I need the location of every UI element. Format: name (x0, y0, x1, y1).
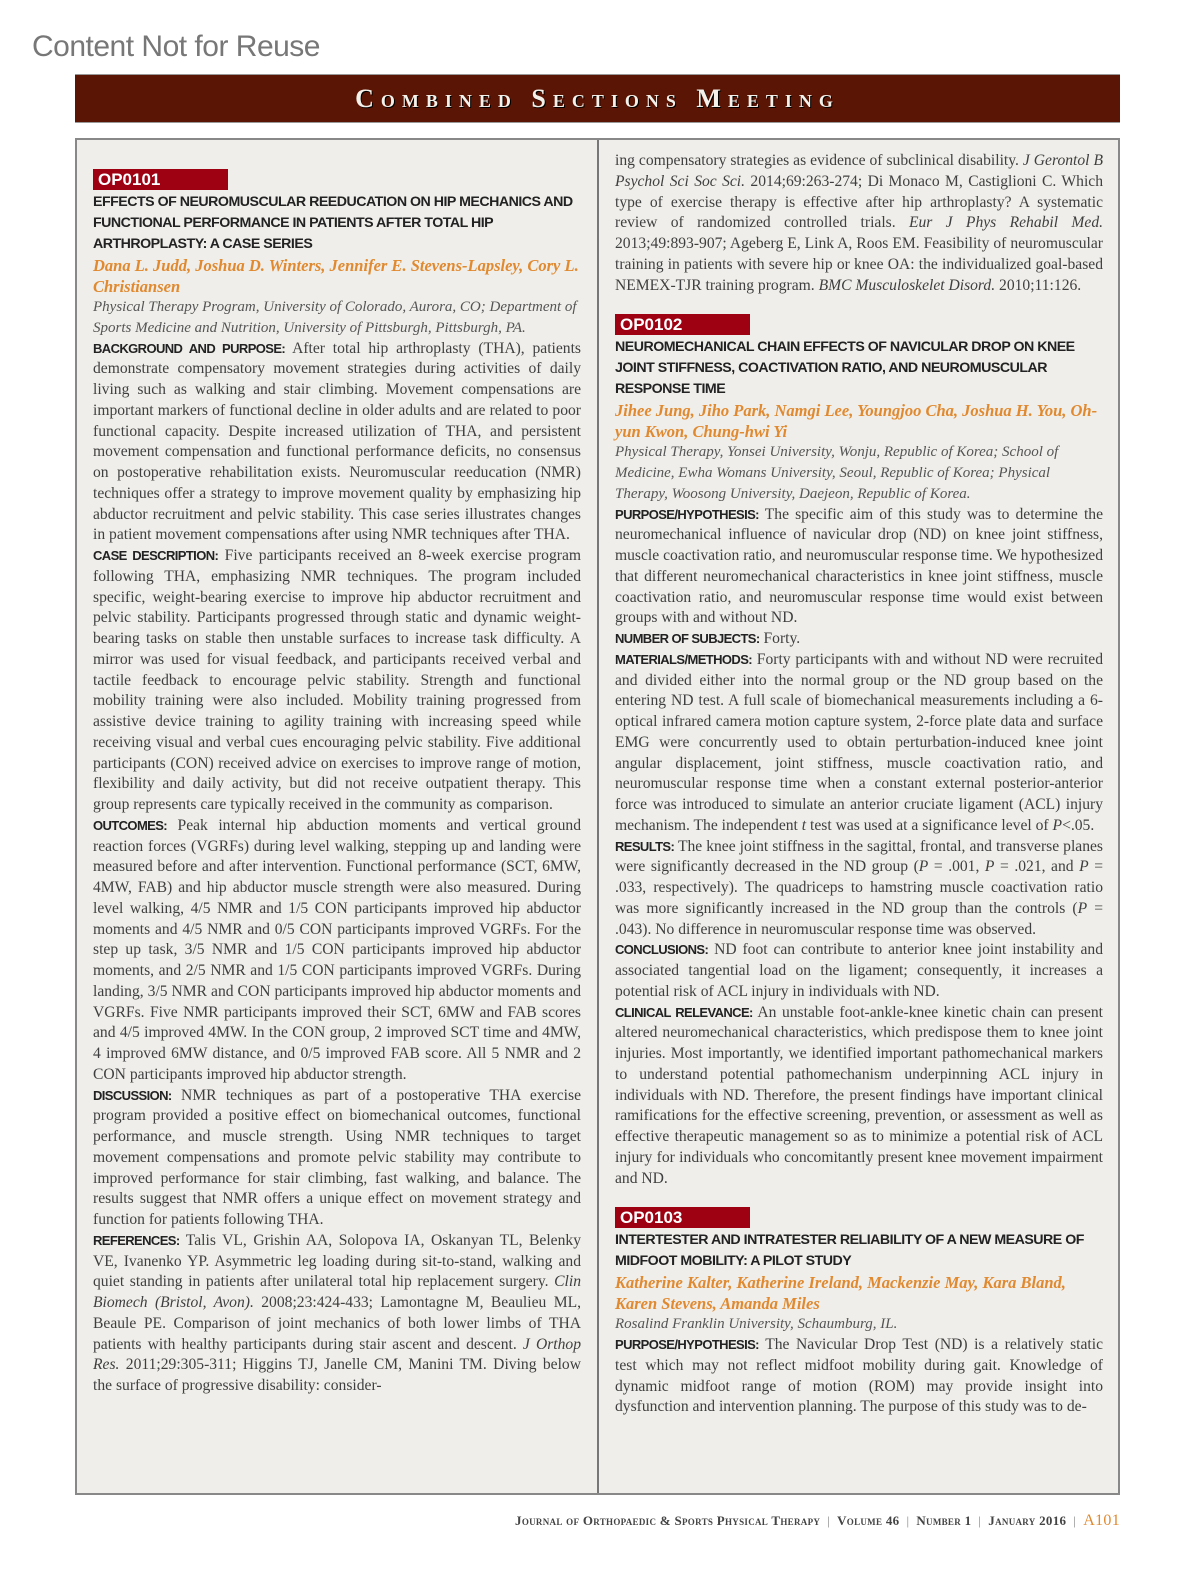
section-label: PURPOSE/HYPOTHESIS: (615, 1337, 759, 1352)
abstract-id-badge: OP0101 (93, 169, 228, 190)
abstract-section (615, 650, 1103, 837)
body-text: 2013;49:893-907; Ageberg E, Link A, Roos EM. Feasibility of neuromuscular training in patients with severe hip or knee OA: the individualized goal-based NEMEX-TJR training program. (615, 235, 1103, 294)
page-number: A101 (1083, 1512, 1120, 1529)
italic-text: J Gerontol B Psychol Sci Soc Sci. (615, 152, 1103, 190)
abstract-section (93, 339, 581, 547)
italic-text: P (918, 858, 929, 876)
section-label: DISCUSSION: (93, 1087, 172, 1103)
body-text: = .001, (928, 858, 985, 876)
body-text: The Navicular Drop Test (ND) is a relatively static test which may not reflect midfoot mobility during gait. Knowledge of dynamic midfoot range of motion (ROM) may provide insight into dysfunction and intervention planning. The purpose of this study was to de- (615, 1336, 1103, 1416)
abstract-title: NEUROMECHANICAL CHAIN EFFECTS OF NAVICULAR DROP ON KNEE JOINT STIFFNESS, COACTIVATION RATIO, AND NEUROMUSCULAR RESPONSE TIME (615, 339, 1075, 398)
italic-text: P (984, 858, 995, 876)
abstract-op0103 (615, 1189, 1103, 1418)
abstract-section (93, 816, 581, 1086)
section-label: CLINICAL RELEVANCE: (615, 1004, 753, 1020)
abstract-section (615, 505, 1103, 630)
body-text: An unstable foot-ankle-knee kinetic chain can present altered neuromechanical characteristics, which predispose them to knee joint injuries. Most importantly, we identified important pathomechanical markers to understand potential pathomechanism underpinning ACL injury in individuals with ND. Therefore, the present findings have important clinical ramifications for the effective screening, prevention, or assessment as well as effective therapeutic management so as to minimize a potential risk of ACL injury for individuals who concomitantly present knee movement impairment and ND. (615, 1003, 1103, 1187)
body-text: The specific aim of this study was to determine the neuromechanical influence of navicular drop (ND) on knee joint stiffness, muscle coactivation ratio, and neuromuscular response time. We hypothesized that different neuromechanical characteristics in knee joint stiffness, muscle coactivation ratio, and neuromuscular response time would exist between groups with and without ND. (615, 505, 1103, 627)
italic-text: BMC Musculoskelet Disord. (818, 276, 996, 294)
italic-text: P (1077, 899, 1088, 917)
body-text: = .033, respectively). The quadriceps to hamstring muscle coactivation ratio was more significantly increased in the ND group than the controls ( (615, 858, 1103, 917)
footer-date: January 2016 (988, 1513, 1067, 1528)
body-text: 2014;69:263-274; Di Monaco M, Castiglioni C. Which type of exercise therapy is effective after hip arthroplasty? A systematic review of randomized controlled trials. (615, 172, 1103, 232)
right-column (599, 140, 1118, 1493)
body-text: = .021, and (994, 858, 1080, 876)
section-label: MATERIALS/METHODS: (615, 651, 753, 667)
abstract-section (615, 629, 1103, 650)
footer-number: Number 1 (916, 1513, 972, 1528)
body-text: Talis VL, Grishin AA, Solopova IA, Oskanyan TL, Belenky VE, Ivanenko YP. Asymmetric leg loading during sit-to-stand, walking and quiet standing in patients after unilateral total hip replacement surgery. (93, 1231, 581, 1291)
section-label: CONCLUSIONS: (615, 942, 709, 958)
section-label: NUMBER OF SUBJECTS: (615, 631, 760, 646)
footer-volume: Volume 46 (837, 1513, 900, 1528)
section-banner (75, 74, 1120, 123)
abstract-op0101 (93, 152, 581, 1397)
body-text: NMR techniques as part of a postoperative THA exercise program provided a positive effect on biomechanical outcomes, functional performance, and muscle strength. Using NMR techniques to target movement compensations and promote pelvic stability may contribute to improved performance for stair climbing, fast walking, and balance. The results suggest that NMR offers a unique effect on movement strategy and function for patients following THA. (93, 1086, 581, 1228)
italic-text: P (1052, 816, 1063, 834)
abstract-affiliation: Rosalind Franklin University, Schaumburg, IL. (615, 1316, 898, 1333)
body-text: test was used at a significance level of (806, 816, 1053, 834)
abstract-title: INTERTESTER AND INTRATESTER RELIABILITY OF A NEW MEASURE OF MIDFOOT MOBILITY: A PILOT STUDY (615, 1232, 1084, 1270)
body-text: Five participants received an 8-week exercise program following THA, emphasizing NMR techniques. The program included specific, weight-bearing exercise to improve hip abductor recruitment and pelvic stability. Participants progressed through static and dynamic weight-bearing tasks on stable then unstable surfaces to increase task difficulty. A mirror was used for visual feedback, and participants received verbal and tactile feedback to encourage pelvic stability. Strength and functional mobility training were also included. Mobility training progressed from assistive device training to agility training with increasing speed while receiving visual and verbal cues encouraging pelvic stability. Five additional participants (CON) received advice on exercises to improve range of motion, flexibility and daily activity, but did not receive outpatient therapy. This group represents care typically received in the community as comparison. (93, 547, 581, 813)
abstract-affiliation: Physical Therapy Program, University of Colorado, Aurora, CO; Department of Sports Medicine and Nutrition, University of Pittsburgh, Pittsburgh, PA. (93, 299, 577, 336)
abstract-section (93, 1086, 581, 1231)
body-text: ND foot can contribute to anterior knee joint instability and associated tangential load on the ligament; consequently, it increases a potential risk of ACL injury in individuals with ND. (615, 941, 1103, 1000)
left-column (77, 140, 599, 1493)
footer-journal: Journal of Orthopaedic & Sports Physical Therapy (515, 1513, 821, 1528)
section-label: RESULTS: (615, 838, 675, 854)
watermark-text: Content Not for Reuse (32, 30, 320, 63)
abstract-section (615, 1335, 1103, 1418)
italic-text: Clin Biomech (Bristol, Avon). (93, 1273, 581, 1311)
section-label: OUTCOMES: (93, 817, 168, 833)
section-label: BACKGROUND AND PURPOSE: (93, 340, 286, 356)
abstract-section (615, 837, 1103, 941)
abstracts-box (75, 138, 1120, 1495)
abstract-section (93, 546, 581, 816)
page-footer: Journal of Orthopaedic & Sports Physical Therapy | Volume 46 | Number 1 | January 2016 | A101 (515, 1512, 1120, 1529)
abstract-title: EFFECTS OF NEUROMUSCULAR REEDUCATION ON HIP MECHANICS AND FUNCTIONAL PERFORMANCE IN PATIENTS AFTER TOTAL HIP ARTHROPLASTY: A CASE SERIES (93, 194, 573, 252)
body-text: <.05. (1062, 816, 1095, 834)
abstract-id-badge: OP0103 (615, 1207, 750, 1228)
abstract-authors: Katherine Kalter, Katherine Ireland, Mackenzie May, Kara Bland, Karen Stevens, Amanda Miles (615, 1273, 1066, 1314)
body-text: 2008;23:424-433; Lamontagne M, Beaulieu ML, Beaule PE. Comparison of joint mechanics of both lower limbs of THA patients with healthy participants during stair ascent and descent. (93, 1294, 581, 1353)
abstract-section (615, 940, 1103, 1002)
italic-text: t (801, 816, 807, 834)
body-text: The knee joint stiffness in the sagittal, frontal, and transverse planes were significantly decreased in the ND group ( (615, 837, 1103, 876)
section-label: PURPOSE/HYPOTHESIS: (615, 506, 759, 522)
body-text: 2011;29:305-311; Higgins TJ, Janelle CM, Manini TM. Diving below the surface of progressive disability: consider- (93, 1356, 581, 1394)
abstract-authors: Dana L. Judd, Joshua D. Winters, Jennifer E. Stevens-Lapsley, Cory L. Christiansen (93, 256, 579, 296)
banner-title: Combined Sections Meeting (355, 83, 840, 113)
italic-text: J Orthop Res. (93, 1335, 581, 1374)
body-text: Forty participants with and without ND were recruited and divided either into the normal group or the ND group based on the entering ND test. A full scale of biomechanical measurements including a 6-optical infrared camera motion capture system, 2-force plate data and surface EMG were concurrently used to obtain perturbation-induced knee joint angular displacement, joint stiffness, muscle coactivation ratio, and neuromuscular response time when a constant external posterior-anterior force was introduced to simulate an anterior cruciate ligament (ACL) injury mechanism. The independent (615, 650, 1103, 834)
references-continued (615, 151, 1103, 296)
body-text: ing compensatory strategies as evidence of subclinical disability. (615, 152, 1023, 169)
body-text: After total hip arthroplasty (THA), patients demonstrate compensatory movement strategies during activities of daily living such as walking and stair climbing. Movement compensations are important markers of functional decline in older adults and are related to poor functional capacity. Despite increased utilization of THA, and persistent movement compensation and functional performance deficits, no consensus on postoperative rehabilitation exists. Neuromuscular reeducation (NMR) techniques offer a strategy to improve movement quality by emphasizing hip abductor recruitment and pelvic stability. This case series illustrates changes in patient movement compensations after using NMR techniques after THA. (93, 339, 581, 544)
abstract-affiliation: Physical Therapy, Yonsei University, Wonju, Republic of Korea; School of Medicine, Ewha Womans University, Seoul, Republic of Korea; Physical Therapy, Woosong University, Daejeon, Republic of Korea. (615, 444, 1059, 502)
body-text: Forty. (759, 630, 801, 647)
abstract-id-badge: OP0102 (615, 314, 750, 335)
abstract-authors: Jihee Jung, Jiho Park, Namgi Lee, Youngjoo Cha, Joshua H. You, Oh-yun Kwon, Chung-hwi Yi (615, 401, 1098, 442)
abstract-op0102 (615, 296, 1103, 1189)
body-text: 2010;11:126. (995, 276, 1082, 294)
italic-text: Eur J Phys Rehabil Med. (908, 214, 1104, 232)
body-text: Peak internal hip abduction moments and vertical ground reaction forces (VGRFs) during level walking, stepping up and landing were measured before and after intervention. Functional performance (SCT, 6MW, 4MW, FAB) and hip abductor muscle strength were also measured. During level walking, 4/5 NMR and 1/5 CON participants improved hip abductor moments and 4/5 NMR and 0/5 CON participants improved VGRFs. For the step up task, 3/5 NMR and 1/5 CON participants improved hip abductor moments, and 2/5 NMR and 1/5 CON participants improved VGRFs. During landing, 3/5 NMR and CON participants improved hip abductor moments and VGRFs. Five NMR participants improved their SCT, 6MW and FAB scores and 4/5 improved 4MW. In the CON group, 2 improved SCT time and 4MW, 4 improved 6MW distance, and 0/5 improved FAB score. All 5 NMR and 2 CON participants improved hip abductor strength. (93, 816, 581, 1083)
abstract-section (615, 1003, 1103, 1190)
italic-text: P (1079, 858, 1089, 876)
abstract-section (93, 1231, 581, 1397)
section-label: CASE DESCRIPTION: (93, 548, 219, 563)
section-label: REFERENCES: (93, 1232, 180, 1248)
body-text: = .043). No difference in neuromuscular response time was observed. (615, 899, 1103, 938)
